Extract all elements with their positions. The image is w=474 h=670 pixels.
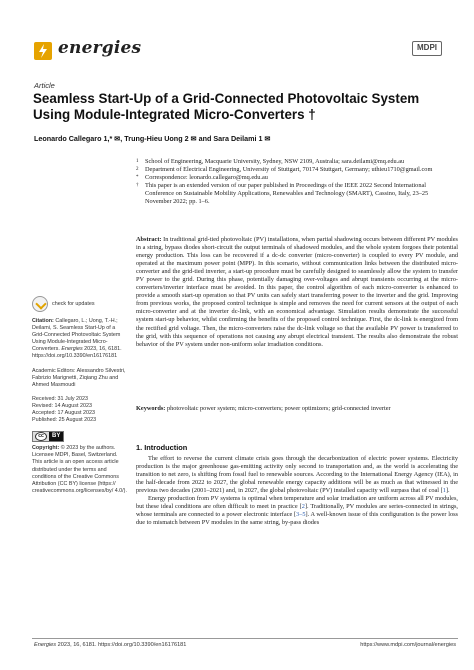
affiliation-text: School of Engineering, Macquarie University, Sydney, NSW 2109, Australia; sara.deilami@mq.edu.au (145, 158, 405, 165)
author-list[interactable]: Leonardo Callegaro 1,* ✉, Trung-Hieu Uong 2 ✉ and Sara Deilami 1 ✉ (34, 134, 271, 143)
citation-text: Callegaro, L.; Uong, T.-H.; Deilami, S. Seamless Start-Up of a Grid-Connected Photovoltaic System Using Module-Integrated Micro-Converters. (32, 318, 121, 353)
revised-date: Revised: 14 August 2023 (32, 402, 92, 409)
check-updates-label: check for updates (52, 300, 95, 307)
section-heading-introduction: 1. Introduction (136, 443, 188, 452)
editors-text: Alessandro Silvestri, Fabrizio Marignetti, Ziqiang Zhu and Ahmed Masmoudi (32, 367, 126, 388)
cc-by-license-badge[interactable] (32, 431, 64, 442)
abstract (136, 236, 458, 349)
sidebar (32, 296, 128, 502)
copyright-block (32, 445, 128, 495)
intro-paragraph (136, 455, 458, 495)
footer-divider (32, 638, 458, 639)
extended-version-note: This paper is an extended version of our paper published in Proceedings of the IEEE 2022 Second International Conference on Sustainable Mobility Applications, Renewables and Technology (SMART), Cassino, Italy, 23–25 November 2022; pp. 1–6. (145, 182, 429, 206)
cc-icon: cc (35, 432, 47, 441)
citation-label: Citation: (32, 318, 54, 324)
accepted-date: Accepted: 17 August 2023 (32, 410, 95, 417)
keywords-label: Keywords: (136, 405, 166, 412)
intro-text: ]. (445, 487, 450, 495)
footer-citation (34, 642, 186, 648)
introduction-body (136, 455, 458, 527)
citation-doi[interactable]: 2023, 16, 6181. https://doi.org/10.3390/en16176181 (32, 346, 122, 360)
reference-link[interactable]: 3–5 (296, 511, 306, 519)
footer-journal: Energies (34, 642, 57, 648)
footer-doi[interactable]: 2023, 16, 6181. https://doi.org/10.3390/en16176181 (57, 642, 187, 648)
citation-journal: Energies (61, 346, 83, 353)
footer-journal-url[interactable]: https://www.mdpi.com/journal/energies (360, 642, 456, 648)
affiliation-item (136, 158, 456, 166)
correspondence-text[interactable]: Correspondence: leonardo.callegaro@mq.edu.au (145, 174, 268, 182)
editors-block (32, 368, 128, 389)
keywords-text: photovoltaic power system; micro-converters; power optimizers; grid-connected inverter (166, 405, 391, 412)
intro-text: ]. Traditionally, PV modules are series-connected in strings, whose terminals are connected to a power electronic interface [ (136, 503, 459, 519)
article-title: Seamless Start-Up of a Grid-Connected Photovoltaic System Using Module-Integrated Micro-Converters † (33, 91, 420, 122)
check-updates-icon (32, 296, 48, 312)
affiliation-item (136, 166, 456, 174)
affiliation-mark: † (136, 183, 139, 189)
affiliation-item (136, 174, 456, 182)
published-date: Published: 25 August 2023 (32, 417, 97, 424)
dates-block (32, 396, 128, 424)
citation-block (32, 318, 128, 361)
affiliation-mark: * (136, 175, 139, 181)
abstract-text: In traditional grid-tied photovoltaic (PV) installations, when partial shadowing occurs between different PV modules in a string, bypass diodes short-circuit the output terminals of shadowed modules, and the whole system forgoes their potential energy production. This loss can be recovered if a dc-dc converter (micro-converter) is coupled to every PV module, and operated at the maximum power point (MPP). In this scenario, without communication links between the distributed micro-converter and the grid-tied inverter, a start-up procedure must be carefully designed to seamlessly allow the system to transfer PV power to the grid. During this phase, potentially damaging over-voltages and abrupt transients occurring at the micro-converters/inverter interface must be avoided. In this paper, the control algorithm of each micro-converter is enhanced to provide a smooth start-up operation so that PV units can safely start transferring power to the inverter and the grid. Improving from previous works, the proposed control technique is simple and removes the need for current sensors at the output of each micro-converter and at the inverter dc-link, with an economical advantage. Simulation results demonstrate the successful system start-up behavior, whilst confirming the benefits of the proposed control technique. First, the dc-link is energized from the rectified grid voltage. Then, the micro-converters raise the dc-link voltage so that the available PV power is transferred to the grid, with this sequence of operations not causing any abrupt electrical transient. The results also demonstrate the robust behavior of the PV system under non-uniform solar irradiation conditions. (136, 236, 458, 348)
journal-name[interactable]: energies (58, 38, 142, 58)
energies-logo-icon (34, 42, 52, 60)
intro-paragraph (136, 495, 458, 527)
intro-text: Energy production from PV systems is optimal when temperature and solar irradiation are uniform across all PV modules, but these ideal conditions are often difficult to meet in practice [ (136, 495, 458, 511)
affiliation-mark: 2 (136, 167, 139, 173)
intro-text: ]. A well-known issue of this configuration is the power loss due to mismatch between PV modules in the same string, by-pass diodes (136, 511, 458, 527)
check-for-updates-button[interactable] (32, 296, 128, 312)
copyright-text: © 2023 by the authors. Licensee MDPI, Basel, Switzerland. This article is an open access article distributed under the terms and conditions of the Creative Commons Attribution (CC BY) license (https:// creativecommons.org/licenses/by/ 4.0/). (32, 445, 127, 494)
reference-link[interactable]: 2 (301, 503, 305, 511)
abstract-label: Abstract: (136, 236, 162, 243)
copyright-label: Copyright: (32, 445, 60, 452)
editors-label: Academic Editors: (32, 367, 76, 374)
keywords (136, 405, 458, 413)
affiliations (136, 158, 456, 207)
affiliation-text: Department of Electrical Engineering, University of Stuttgart, 70174 Stuttgart, Germany; uthieu1710@gmail.com (145, 166, 433, 174)
reference-link[interactable]: 1 (442, 487, 446, 495)
affiliation-mark: 1 (136, 159, 139, 164)
mdpi-logo[interactable]: MDPI (412, 41, 442, 56)
affiliation-item (136, 182, 456, 206)
by-icon: BY (49, 432, 63, 441)
received-date: Received: 31 July 2023 (32, 395, 89, 402)
intro-text: The effort to reverse the current climate crisis goes through the decarbonization of electric power systems. Electricity production is the major greenhouse gas-emitting activity only second to transportation and, as the world is accelerating the transition to net zero, is shifting from fossil fuel to renewable sources. According to the International Energy Agency (IEA), in the half-decade from 2022 to 2027, the global renewable energy capacity additions will be as much as that witnessed in the previous two decades (2001–2021) and, in 2027, the global photovoltaic (PV) installed capacity will surpass that of coal [ (136, 455, 458, 495)
article-type: Article (34, 81, 55, 90)
